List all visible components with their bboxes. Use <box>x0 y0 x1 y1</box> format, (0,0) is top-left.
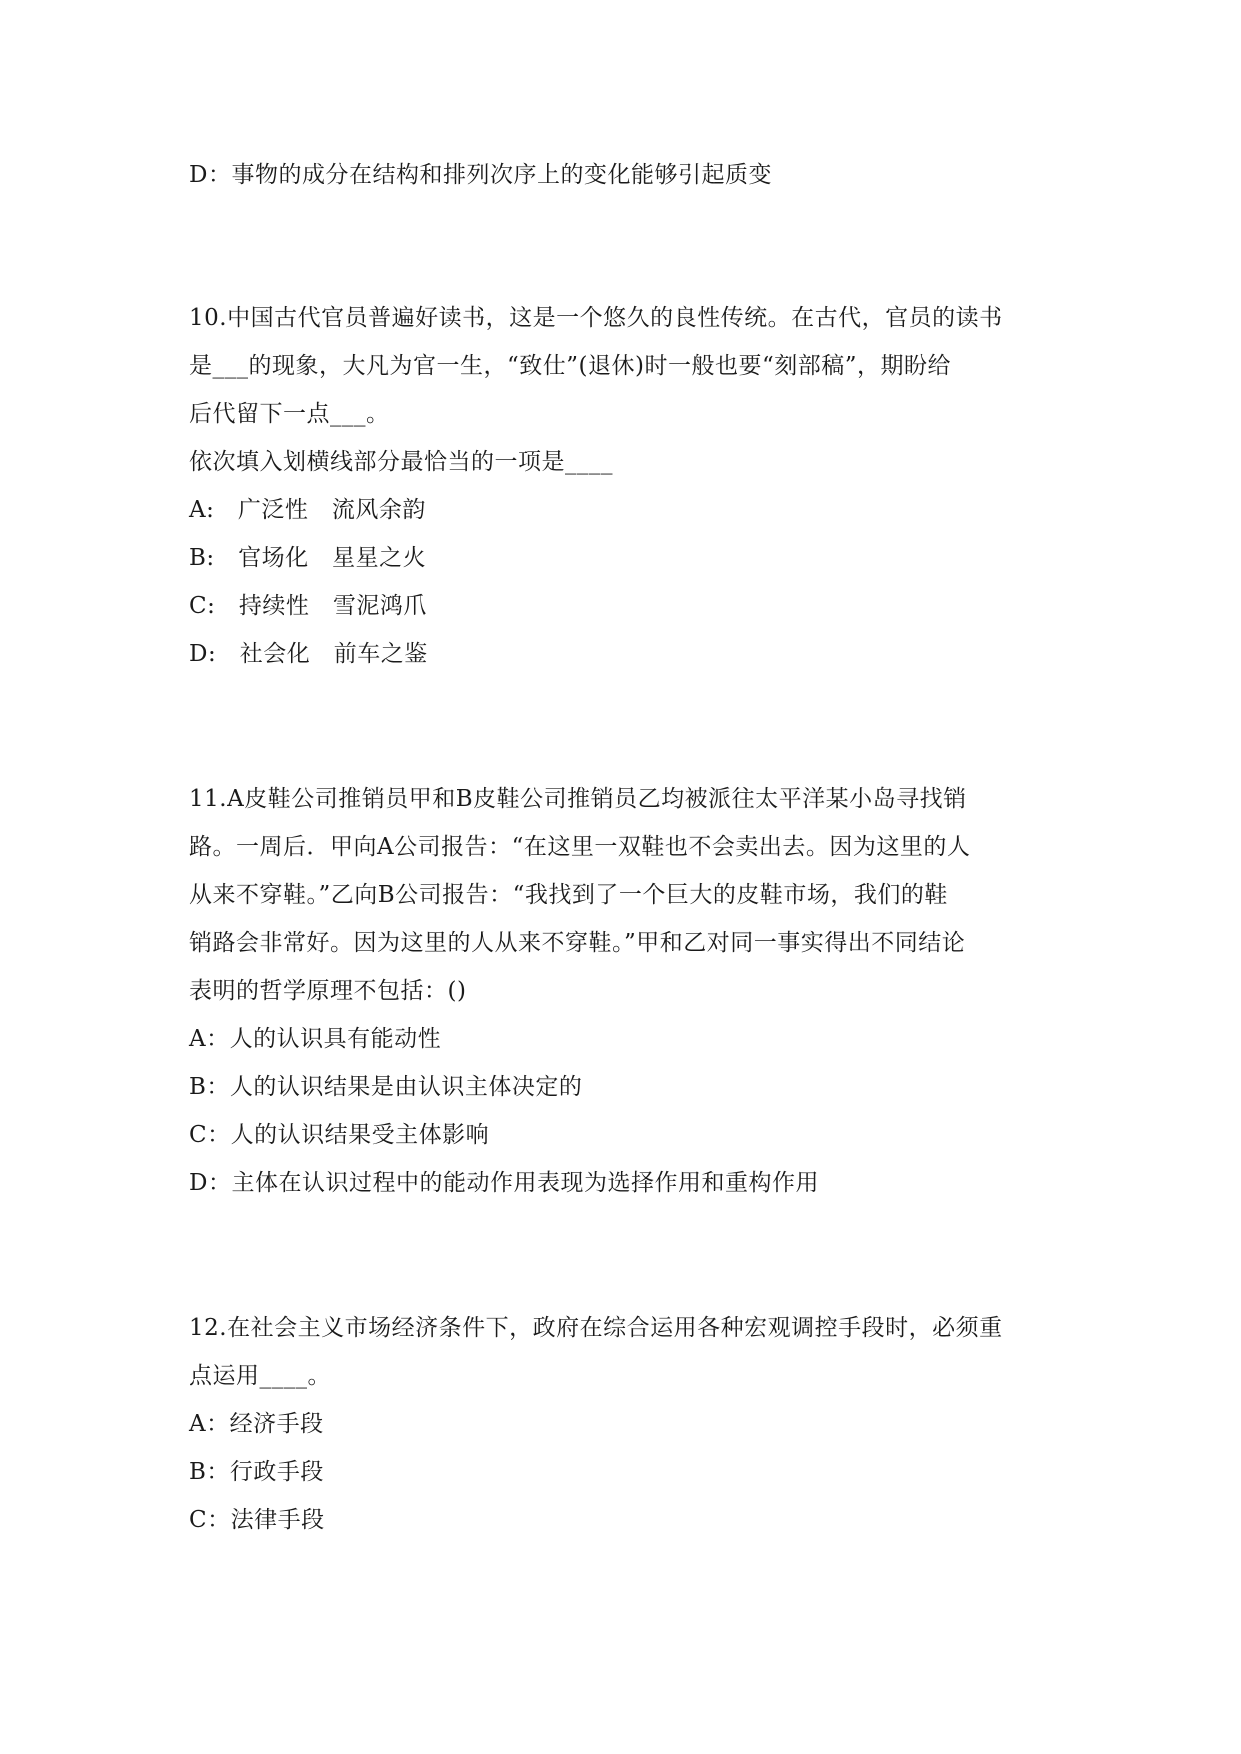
q11-option-d: D：主体在认识过程中的能动作用表现为选择作用和重构作用 <box>189 1170 819 1196</box>
prev-question-option-d: D：事物的成分在结构和排列次序上的变化能够引起质变 <box>189 162 772 188</box>
q10-option-a: A: 广泛性 流风余韵 <box>189 497 426 523</box>
q12-option-c: C：法律手段 <box>189 1507 325 1533</box>
q11-stem-line-5: 表明的哲学原理不包括：() <box>189 978 467 1004</box>
q12-option-a: A：经济手段 <box>189 1411 324 1437</box>
q11-option-b: B：人的认识结果是由认识主体决定的 <box>189 1074 583 1100</box>
q11-stem-line-3: 从来不穿鞋。”乙向B公司报告：“我找到了一个巨大的皮鞋市场，我们的鞋 <box>189 882 948 908</box>
q12-option-b: B：行政手段 <box>189 1459 324 1485</box>
q10-stem-line-3: 后代留下一点___。 <box>189 401 390 427</box>
q11-option-a: A：人的认识具有能动性 <box>189 1026 442 1052</box>
q10-stem-line-1: 10.中国古代官员普遍好读书，这是一个悠久的良性传统。在古代，官员的读书 <box>189 305 1003 331</box>
q10-option-d: D: 社会化 前车之鉴 <box>189 641 428 667</box>
q11-option-c: C：人的认识结果受主体影响 <box>189 1122 490 1148</box>
q12-stem-line-1: 12.在社会主义市场经济条件下，政府在综合运用各种宏观调控手段时，必须重 <box>189 1315 1003 1341</box>
q12-stem-line-2: 点运用____。 <box>189 1363 331 1389</box>
q11-stem-line-1: 11.A皮鞋公司推销员甲和B皮鞋公司推销员乙均被派往太平洋某小岛寻找销 <box>189 786 967 812</box>
q11-stem-line-2: 路。一周后．甲向A公司报告：“在这里一双鞋也不会卖出去。因为这里的人 <box>189 834 971 860</box>
q10-option-b: B: 官场化 星星之火 <box>189 545 427 571</box>
q11-stem-line-4: 销路会非常好。因为这里的人从来不穿鞋。”甲和乙对同一事实得出不同结论 <box>189 930 966 956</box>
q10-prompt: 依次填入划横线部分最恰当的一项是____ <box>189 449 613 475</box>
q10-stem-line-2: 是___的现象，大凡为官一生，“致仕”(退休)时一般也要“刻部稿”，期盼给 <box>189 353 951 379</box>
q10-option-c: C: 持续性 雪泥鸿爪 <box>189 593 427 619</box>
